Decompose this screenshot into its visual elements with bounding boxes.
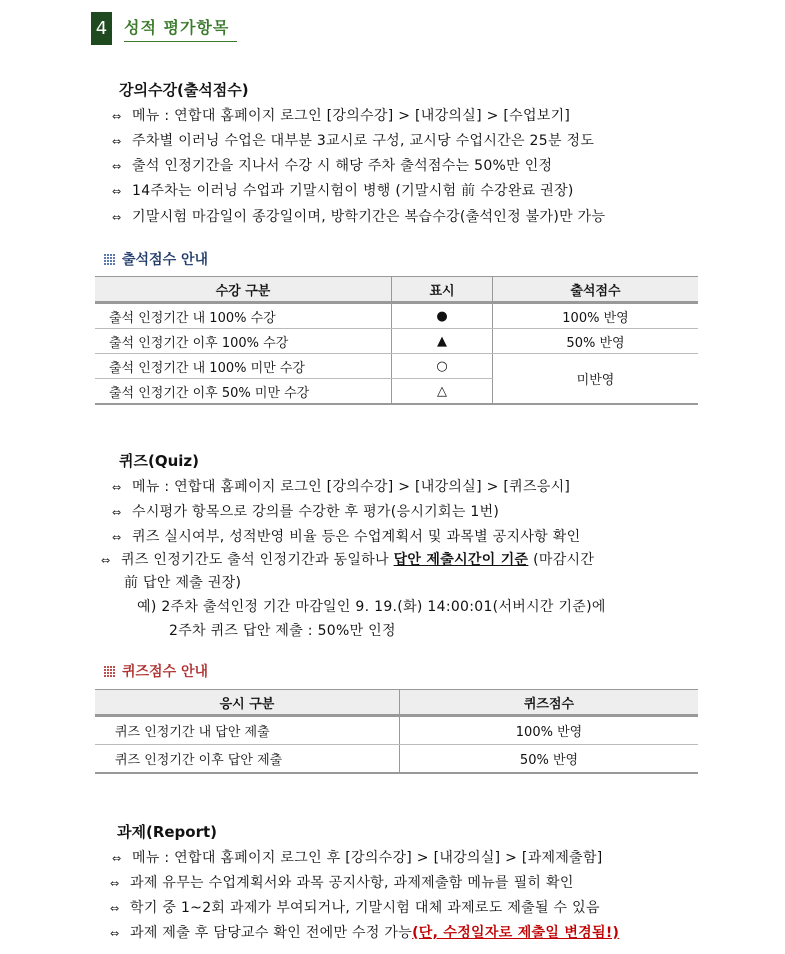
- col-header: 응시 구분: [95, 690, 400, 716]
- table-row: 출석 인정기간 이후 50% 미만 수강 △: [95, 379, 698, 405]
- list-item: ⇔ 과제 유무는 수업계획서와 과목 공지사항, 과제제출함 메뉴를 필히 확인: [110, 875, 574, 891]
- col-header: 수강 구분: [95, 277, 392, 303]
- table-row: 출석 인정기간 내 100% 미만 수강 ○ 미반영: [95, 354, 698, 379]
- col-header: 표시: [392, 277, 493, 303]
- list-item: ⇔ 과제 제출 후 담당교수 확인 전에만 수정 가능(단, 수정일자로 제출일 변경됨!): [110, 925, 620, 941]
- section-title: 성적 평가항목: [124, 15, 237, 42]
- list-item: ⇔ 퀴즈 인정기간도 출석 인정기간과 동일하나 답안 제출시간이 기준 (마감시간: [101, 552, 595, 568]
- list-item: ⇔ 출석 인정기간을 지나서 수강 시 해당 주차 출석점수는 50%만 인정: [112, 158, 553, 174]
- list-item: ⇔ 메뉴 : 연합대 홈페이지 로그인 후 [강의수강] > [내강의실] > [과제제출함]: [112, 850, 603, 866]
- table-row: 출석 인정기간 이후 100% 수강 ▲ 50% 반영: [95, 329, 698, 354]
- list-item: ⇔ 메뉴 : 연합대 홈페이지 로그인 [강의수강] > [내강의실] > [퀴즈응시]: [112, 479, 571, 495]
- table-row: 퀴즈 인정기간 내 답안 제출 100% 반영: [95, 716, 698, 745]
- list-item: ⇔ 퀴즈 실시여부, 성적반영 비율 등은 수업계획서 및 과목별 공지사항 확인: [112, 529, 581, 545]
- list-item: ⇔ 학기 중 1~2회 과제가 부여되거나, 기말시험 대체 과제로도 제출될 수 있음: [110, 900, 600, 916]
- grid-square-icon: [103, 665, 116, 678]
- filled-circle-icon: ●: [392, 303, 493, 329]
- list-item: ⇔ 주차별 이러닝 수업은 대부분 3교시로 구성, 교시당 수업시간은 25분 정도: [112, 133, 595, 149]
- example-line: 2주차 퀴즈 답안 제출 : 50%만 인정: [169, 623, 396, 639]
- table-row: 출석 인정기간 내 100% 수강 ● 100% 반영: [95, 303, 698, 329]
- attendance-table: [95, 276, 698, 405]
- list-item: ⇔ 기말시험 마감일이 종강일이며, 방학기간은 복습수강(출석인정 불가)만 가능: [112, 209, 606, 225]
- quiz-table-title: 퀴즈점수 안내: [103, 661, 208, 681]
- example-line: 예) 2주차 출석인정 기간 마감일인 9. 19.(화) 14:00:01(서버시간 기준)에: [137, 599, 606, 615]
- filled-triangle-icon: ▲: [392, 329, 493, 354]
- list-item: ⇔ 14주차는 이러닝 수업과 기말시험이 병행 (기말시험 前 수강완료 권장): [112, 183, 574, 199]
- attendance-heading: 강의수강(출석점수): [119, 81, 249, 99]
- list-item: ⇔ 메뉴 : 연합대 홈페이지 로그인 [강의수강] > [내강의실] > [수업보기]: [112, 108, 571, 124]
- empty-triangle-icon: △: [392, 379, 493, 405]
- table-row: 퀴즈 인정기간 이후 답안 제출 50% 반영: [95, 745, 698, 774]
- col-header: 출석점수: [493, 277, 699, 303]
- attendance-table-title: 출석점수 안내: [103, 249, 208, 269]
- section-number: 4: [91, 12, 112, 45]
- col-header: 퀴즈점수: [400, 690, 699, 716]
- quiz-heading: 퀴즈(Quiz): [119, 452, 199, 470]
- empty-circle-icon: ○: [392, 354, 493, 379]
- grid-square-icon: [103, 253, 116, 266]
- list-item: ⇔ 수시평가 항목으로 강의를 수강한 후 평가(응시기회는 1번): [112, 504, 500, 520]
- report-heading: 과제(Report): [117, 823, 218, 841]
- quiz-table: [95, 689, 698, 774]
- list-item-continuation: 前 답안 제출 권장): [124, 575, 242, 591]
- section-header: [91, 12, 237, 45]
